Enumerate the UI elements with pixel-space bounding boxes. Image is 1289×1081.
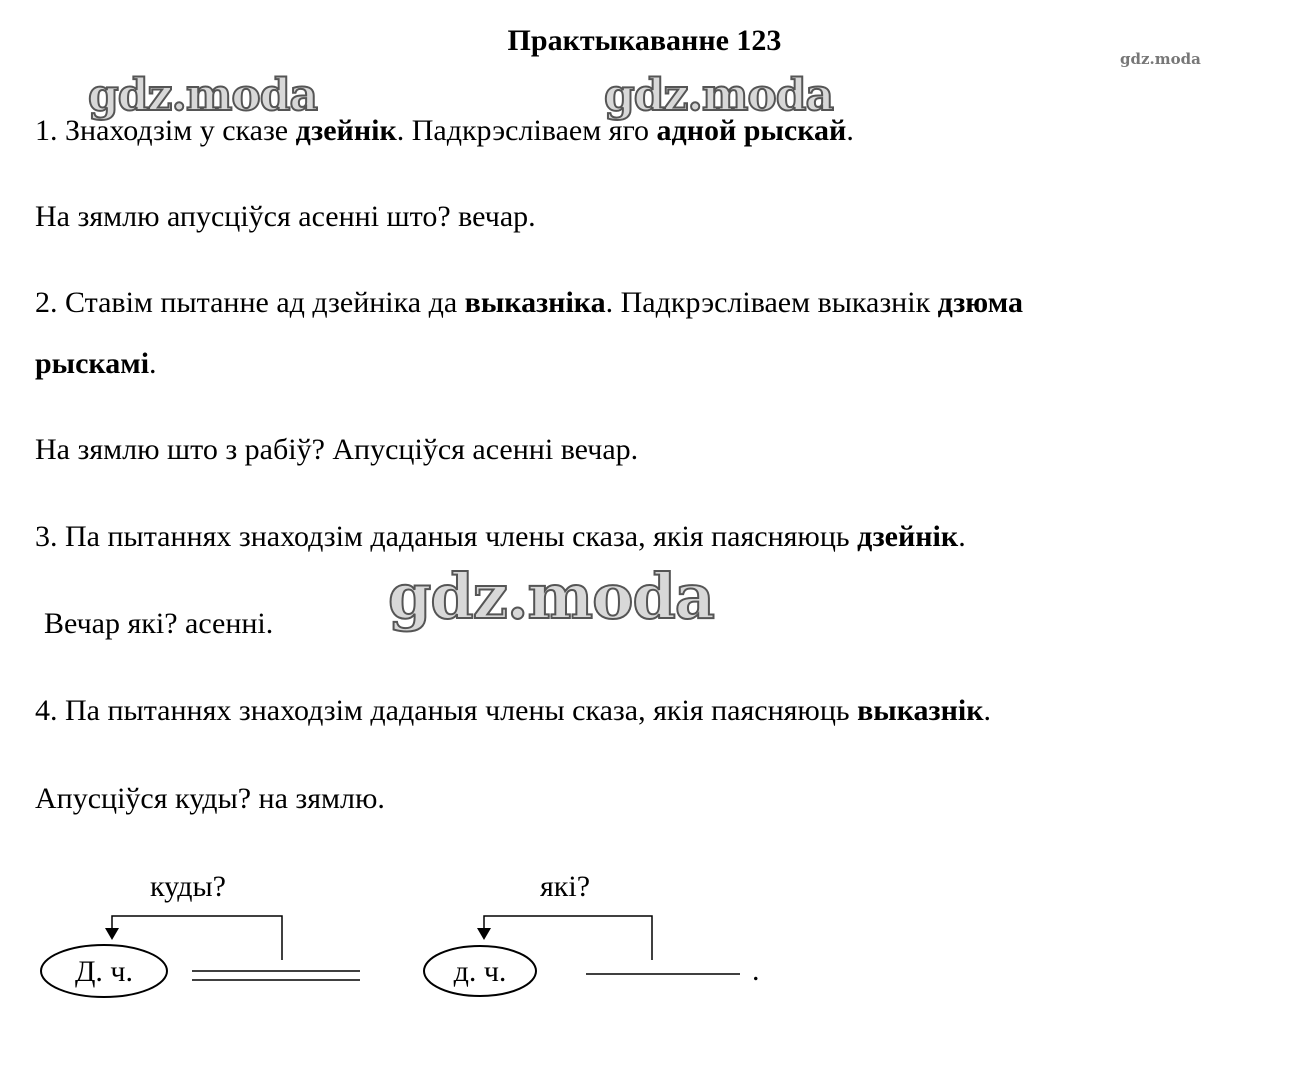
watermark-logo-small: gdz.moda: [1120, 50, 1201, 68]
step-text-part: .: [958, 520, 966, 553]
term-predicate: выказнік: [857, 694, 984, 727]
step-2-text: [35, 286, 1023, 320]
term-subject: дзейнік: [857, 520, 959, 553]
step-text-part: . Падкрэсліваем яго: [396, 114, 657, 147]
term-single-line: адной рыскай: [656, 114, 847, 147]
step-text-part: .: [846, 114, 854, 147]
step-text-part: .: [149, 347, 157, 380]
page-title: Практыкаванне 123: [507, 24, 782, 57]
answer-1-text: На зямлю апусціўся асенні што? вечар.: [35, 200, 536, 233]
step-3-text: [35, 520, 966, 554]
step-text-part: .: [983, 694, 991, 727]
oval-left-label: Д. ч.: [74, 955, 134, 988]
term-double-line: дзюма: [937, 286, 1024, 319]
term-predicate: выказніка: [464, 286, 606, 319]
answer-3-text: Вечар які? асенні.: [44, 607, 274, 640]
arrow-right-connector: [484, 916, 652, 960]
watermark-logo: gdz.moda: [604, 70, 834, 121]
step-text-part: 4. Па пытаннях знаходзім даданыя члены сказа, якія паясняюць: [35, 694, 858, 727]
arrow-right-head-icon: [477, 928, 491, 940]
step-1-text: [35, 114, 854, 148]
arrow-left-connector: [112, 916, 282, 960]
step-text-part: 3. Па пытаннях знаходзім даданыя члены сказа, якія паясняюць: [35, 520, 858, 553]
oval-right-label: д. ч.: [453, 955, 507, 988]
watermark-logo-large: gdz.moda: [388, 560, 714, 633]
answer-4-text: Апусціўся куды? на зямлю.: [35, 782, 385, 815]
arrow-left-head-icon: [105, 928, 119, 940]
term-double-line-continued: рыскамі: [35, 347, 150, 380]
sentence-scheme-diagram: [0, 860, 1289, 1020]
step-text-part: . Падкрэсліваем выказнік: [605, 286, 938, 319]
step-text-part: 2. Ставім пытанне ад дзейніка да: [35, 286, 465, 319]
sentence-end-dot: .: [752, 954, 760, 987]
step-4-text: [35, 694, 991, 728]
question-right-label: які?: [540, 870, 591, 903]
watermark-logo: gdz.moda: [88, 70, 318, 121]
answer-2-text: На зямлю што з рабіў? Апусціўся асенні вечар.: [35, 433, 639, 466]
question-left-label: куды?: [150, 870, 226, 903]
term-subject: дзейнік: [295, 114, 397, 147]
step-2-text-continued: [35, 347, 157, 381]
step-text-part: 1. Знаходзім у сказе: [35, 114, 296, 147]
